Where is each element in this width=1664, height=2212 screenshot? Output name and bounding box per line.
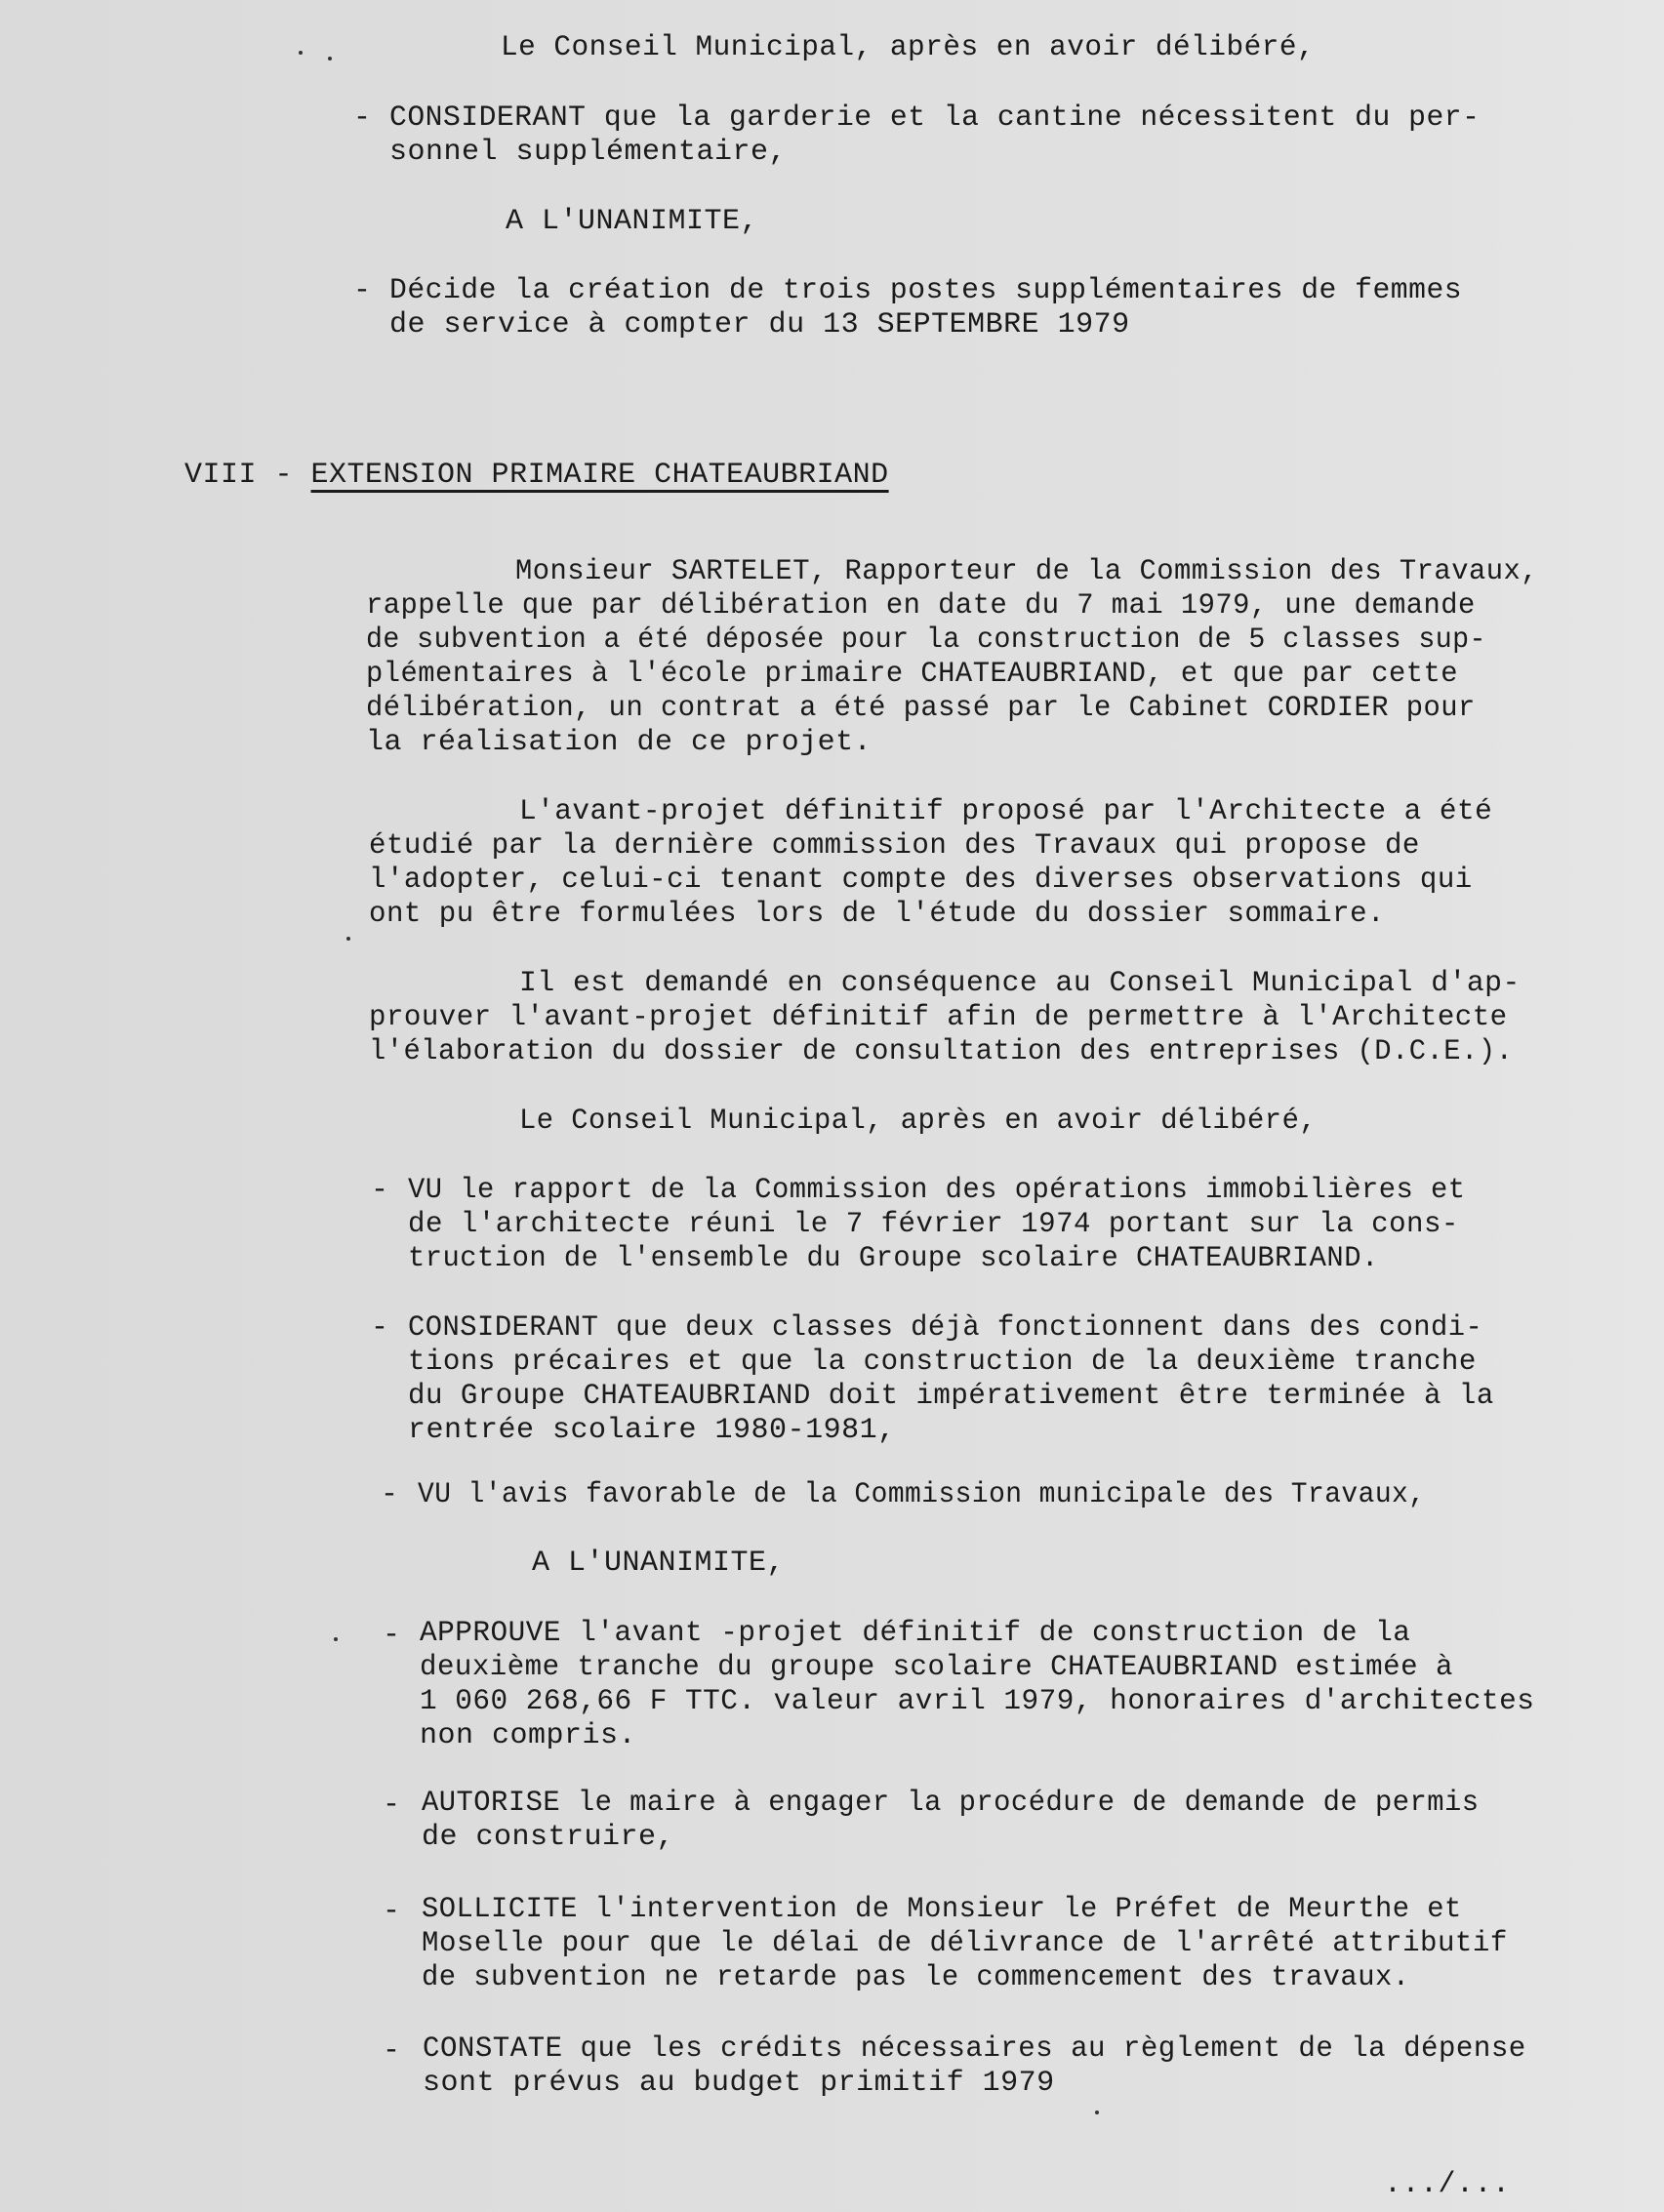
bullet-dash: -: [353, 101, 372, 135]
paragraph-1-line-5: délibération, un contrat a été passé par le Cabinet CORDIER pour: [366, 692, 1476, 725]
paragraph-1-line-1: Monsieur SARTELET, Rapporteur de la Commission des Travaux,: [515, 555, 1539, 588]
bullet-dash: -: [383, 2034, 401, 2068]
bullet-dash: -: [383, 1789, 401, 1822]
scan-speck: [346, 937, 350, 941]
paragraph-1-line-3: de subvention a été déposée pour la construction de 5 classes sup-: [366, 623, 1486, 657]
considerant-keyword: CONSIDERANT: [389, 101, 587, 135]
consideration-2-line-1: CONSIDERANT que deux classes déjà fonctionnent dans des condi-: [408, 1311, 1483, 1345]
section-title: EXTENSION PRIMAIRE CHATEAUBRIAND: [310, 459, 889, 492]
paragraph-2-line-2: étudié par la dernière commission des Travaux qui propose de: [369, 829, 1420, 863]
bullet-dash: -: [383, 1619, 401, 1652]
section-heading: [184, 459, 889, 493]
decision-1-line-4: non compris.: [420, 1719, 637, 1752]
decision-1-line-1: APPROUVE l'avant -projet définitif de construction de la: [420, 1617, 1411, 1650]
paragraph-2-line-3: l'adopter, celui-ci tenant compte des diverses observations qui: [369, 864, 1473, 897]
section-number: VIII -: [184, 459, 311, 492]
bullet-dash: -: [353, 274, 372, 307]
bullet-dash: -: [381, 1478, 399, 1511]
section-deliberation-line: Le Conseil Municipal, après en avoir délibéré,: [519, 1105, 1318, 1138]
scan-speck: [1095, 2111, 1099, 2114]
decision-1-line-3: 1 060 268,66 F TTC. valeur avril 1979, honoraires d'architectes: [420, 1685, 1535, 1718]
scan-speck: [299, 51, 303, 55]
decision-4-line-2: sont prévus au budget primitif 1979: [423, 2067, 1055, 2100]
consideration-2-line-2: tions précaires et que la construction de la deuxième tranche: [408, 1346, 1477, 1379]
continuation-mark: .../...: [1384, 2168, 1511, 2201]
scan-speck: [334, 1637, 338, 1641]
paragraph-2-line-1: L'avant-projet définitif proposé par l'Architecte a été: [519, 795, 1493, 828]
deliberation-line: Le Conseil Municipal, après en avoir délibéré,: [501, 31, 1316, 64]
paragraph-3-line-1: Il est demandé en conséquence au Conseil Municipal d'ap-: [519, 967, 1521, 1000]
scan-speck: [328, 57, 332, 60]
decision-2-line-2: de construire,: [422, 1821, 675, 1854]
decision-3-line-2: Moselle pour que le délai de délivrance de l'arrêté attributif: [422, 1927, 1508, 1960]
consideration-1-line-3: truction de l'ensemble du Groupe scolaire CHATEAUBRIAND.: [408, 1242, 1379, 1275]
decide-line-1: Décide la création de trois postes supplémentaires de femmes: [389, 274, 1463, 307]
consideration-2-line-4: rentrée scolaire 1980-1981,: [408, 1414, 896, 1447]
considerant-text: que la garderie et la cantine nécessitent du per-: [586, 101, 1481, 135]
decision-2-line-1: AUTORISE le maire à engager la procédure de demande de permis: [422, 1787, 1480, 1820]
consideration-3-line-1: VU l'avis favorable de la Commission municipale des Travaux,: [418, 1478, 1426, 1511]
bullet-dash: -: [371, 1174, 389, 1207]
considerant-line-2: sonnel supplémentaire,: [389, 136, 788, 169]
paragraph-3-line-2: prouver l'avant-projet définitif afin de permettre à l'Architecte: [369, 1001, 1508, 1034]
decide-line-2: de service à compter du 13 SEPTEMBRE 1979: [389, 308, 1130, 342]
decision-3-line-3: de subvention ne retarde pas le commencement des travaux.: [422, 1961, 1410, 1994]
bullet-dash: -: [383, 1895, 401, 1928]
decision-4-line-1: CONSTATE que les crédits nécessaires au règlement de la dépense: [423, 2032, 1526, 2066]
paragraph-1-line-6: la réalisation de ce projet.: [366, 726, 873, 759]
decision-3-line-1: SOLLICITE l'intervention de Monsieur le Préfet de Meurthe et: [422, 1893, 1462, 1926]
paragraph-3-line-3: l'élaboration du dossier de consultation des entreprises (D.C.E.).: [369, 1035, 1514, 1068]
consideration-1-line-1: VU le rapport de la Commission des opérations immobilières et: [408, 1174, 1466, 1207]
consideration-1-line-2: de l'architecte réuni le 7 février 1974 portant sur la cons-: [408, 1208, 1459, 1241]
considerant-line-1: [389, 101, 1480, 136]
paragraph-2-line-4: ont pu être formulées lors de l'étude du dossier sommaire.: [369, 898, 1385, 931]
consideration-2-line-3: du Groupe CHATEAUBRIAND doit impérativement être terminée à la: [408, 1380, 1494, 1413]
unanimite-line: A L'UNANIMITE,: [506, 205, 759, 238]
paragraph-1-line-2: rappelle que par délibération en date du 7 mai 1979, une demande: [366, 589, 1476, 623]
section-unanimite-line: A L'UNANIMITE,: [532, 1547, 786, 1580]
decision-1-line-2: deuxième tranche du groupe scolaire CHATEAUBRIAND estimée à: [420, 1651, 1453, 1684]
bullet-dash: -: [371, 1311, 389, 1345]
paragraph-1-line-4: plémentaires à l'école primaire CHATEAUBRIAND, et que par cette: [366, 658, 1459, 691]
